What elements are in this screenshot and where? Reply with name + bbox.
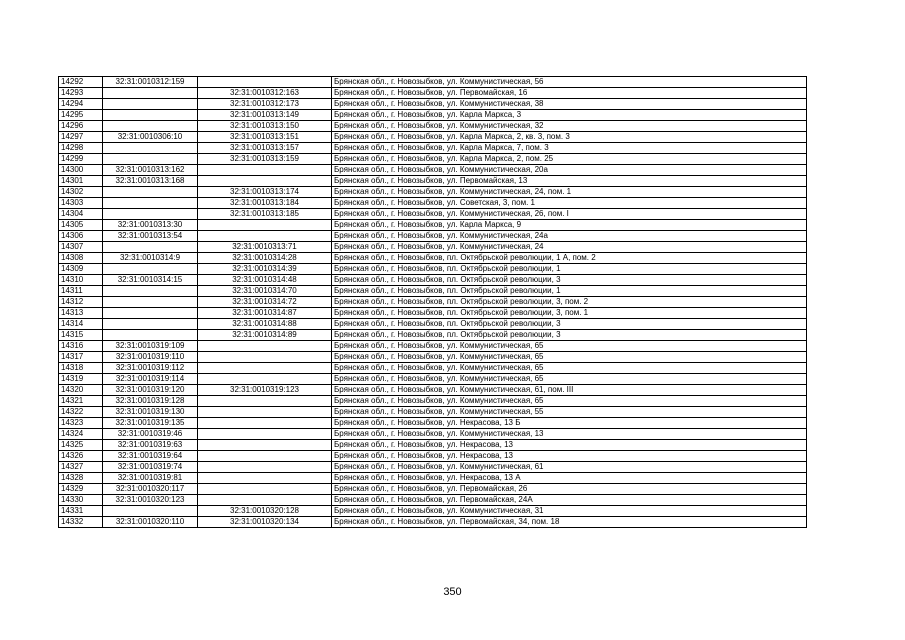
record-number-cell: 14308 — [59, 253, 103, 264]
building-cadastral-number-cell — [198, 363, 332, 374]
cadastral-number-cell — [103, 88, 198, 99]
table-row — [59, 297, 807, 308]
address-cell: Брянская обл., г. Новозыбков, ул. Коммунистическая, 26, пом. I — [332, 209, 807, 220]
cadastral-number-cell — [103, 286, 198, 297]
record-number-cell: 14323 — [59, 418, 103, 429]
record-number-cell: 14300 — [59, 165, 103, 176]
address-cell: Брянская обл., г. Новозыбков, ул. Первомайская, 34, пом. 18 — [332, 517, 807, 528]
address-cell: Брянская обл., г. Новозыбков, ул. Коммунистическая, 24, пом. 1 — [332, 187, 807, 198]
building-cadastral-number-cell — [198, 451, 332, 462]
table-row — [59, 209, 807, 220]
record-number-cell: 14329 — [59, 484, 103, 495]
record-number-cell: 14299 — [59, 154, 103, 165]
cadastral-number-cell: 32:31:0010313:162 — [103, 165, 198, 176]
address-cell: Брянская обл., г. Новозыбков, ул. Карла Маркса, 9 — [332, 220, 807, 231]
table-row — [59, 495, 807, 506]
cadastral-number-cell — [103, 330, 198, 341]
table-row — [59, 319, 807, 330]
building-cadastral-number-cell — [198, 495, 332, 506]
table-row — [59, 220, 807, 231]
table-row — [59, 99, 807, 110]
table-row — [59, 231, 807, 242]
building-cadastral-number-cell: 32:31:0010314:89 — [198, 330, 332, 341]
record-number-cell: 14298 — [59, 143, 103, 154]
building-cadastral-number-cell: 32:31:0010314:39 — [198, 264, 332, 275]
table-row — [59, 143, 807, 154]
building-cadastral-number-cell — [198, 231, 332, 242]
cadastral-number-cell — [103, 319, 198, 330]
record-number-cell: 14304 — [59, 209, 103, 220]
cadastral-number-cell: 32:31:0010313:54 — [103, 231, 198, 242]
record-number-cell: 14331 — [59, 506, 103, 517]
table-row — [59, 341, 807, 352]
record-number-cell: 14316 — [59, 341, 103, 352]
record-number-cell: 14319 — [59, 374, 103, 385]
record-number-cell: 14321 — [59, 396, 103, 407]
register-table — [58, 76, 807, 528]
table-row — [59, 451, 807, 462]
building-cadastral-number-cell: 32:31:0010312:173 — [198, 99, 332, 110]
table-row — [59, 330, 807, 341]
table-row — [59, 385, 807, 396]
cadastral-number-cell: 32:31:0010319:46 — [103, 429, 198, 440]
building-cadastral-number-cell — [198, 473, 332, 484]
table-row — [59, 484, 807, 495]
address-cell: Брянская обл., г. Новозыбков, ул. Первомайская, 16 — [332, 88, 807, 99]
building-cadastral-number-cell: 32:31:0010313:159 — [198, 154, 332, 165]
record-number-cell: 14318 — [59, 363, 103, 374]
address-cell: Брянская обл., г. Новозыбков, ул. Коммунистическая, 65 — [332, 363, 807, 374]
address-cell: Брянская обл., г. Новозыбков, ул. Некрасова, 13 — [332, 440, 807, 451]
cadastral-number-cell: 32:31:0010319:114 — [103, 374, 198, 385]
cadastral-number-cell: 32:31:0010313:30 — [103, 220, 198, 231]
table-row — [59, 165, 807, 176]
address-cell: Брянская обл., г. Новозыбков, ул. Коммунистическая, 56 — [332, 77, 807, 88]
cadastral-number-cell — [103, 110, 198, 121]
cadastral-number-cell — [103, 99, 198, 110]
address-cell: Брянская обл., г. Новозыбков, ул. Карла Маркса, 7, пом. 3 — [332, 143, 807, 154]
address-cell: Брянская обл., г. Новозыбков, ул. Коммунистическая, 61, пом. III — [332, 385, 807, 396]
address-cell: Брянская обл., г. Новозыбков, ул. Коммунистическая, 55 — [332, 407, 807, 418]
table-row — [59, 440, 807, 451]
table-row — [59, 462, 807, 473]
building-cadastral-number-cell — [198, 484, 332, 495]
cadastral-number-cell: 32:31:0010319:120 — [103, 385, 198, 396]
cadastral-number-cell: 32:31:0010319:112 — [103, 363, 198, 374]
table-row — [59, 154, 807, 165]
record-number-cell: 14292 — [59, 77, 103, 88]
building-cadastral-number-cell: 32:31:0010314:28 — [198, 253, 332, 264]
table-row — [59, 121, 807, 132]
building-cadastral-number-cell: 32:31:0010313:157 — [198, 143, 332, 154]
record-number-cell: 14310 — [59, 275, 103, 286]
record-number-cell: 14303 — [59, 198, 103, 209]
address-cell: Брянская обл., г. Новозыбков, ул. Коммунистическая, 65 — [332, 396, 807, 407]
building-cadastral-number-cell — [198, 374, 332, 385]
record-number-cell: 14301 — [59, 176, 103, 187]
cadastral-number-cell: 32:31:0010320:110 — [103, 517, 198, 528]
record-number-cell: 14309 — [59, 264, 103, 275]
building-cadastral-number-cell — [198, 429, 332, 440]
address-cell: Брянская обл., г. Новозыбков, ул. Некрасова, 13 Б — [332, 418, 807, 429]
record-number-cell: 14313 — [59, 308, 103, 319]
address-cell: Брянская обл., г. Новозыбков, ул. Карла Маркса, 2, кв. 3, пом. 3 — [332, 132, 807, 143]
building-cadastral-number-cell: 32:31:0010313:151 — [198, 132, 332, 143]
table-row — [59, 110, 807, 121]
building-cadastral-number-cell — [198, 407, 332, 418]
record-number-cell: 14305 — [59, 220, 103, 231]
building-cadastral-number-cell: 32:31:0010313:150 — [198, 121, 332, 132]
cadastral-number-cell — [103, 242, 198, 253]
table-row — [59, 506, 807, 517]
cadastral-number-cell — [103, 154, 198, 165]
cadastral-number-cell — [103, 143, 198, 154]
record-number-cell: 14312 — [59, 297, 103, 308]
cadastral-number-cell: 32:31:0010319:109 — [103, 341, 198, 352]
table-row — [59, 253, 807, 264]
address-cell: Брянская обл., г. Новозыбков, ул. Некрасова, 13 — [332, 451, 807, 462]
table-row — [59, 198, 807, 209]
address-cell: Брянская обл., г. Новозыбков, пл. Октябрьской революции, 3, пом. 2 — [332, 297, 807, 308]
address-cell: Брянская обл., г. Новозыбков, ул. Коммунистическая, 61 — [332, 462, 807, 473]
cadastral-number-cell — [103, 198, 198, 209]
table-row — [59, 374, 807, 385]
address-cell: Брянская обл., г. Новозыбков, пл. Октябрьской революции, 3 — [332, 319, 807, 330]
table-row — [59, 473, 807, 484]
table-row — [59, 242, 807, 253]
record-number-cell: 14324 — [59, 429, 103, 440]
table-row — [59, 429, 807, 440]
cadastral-number-cell — [103, 121, 198, 132]
record-number-cell: 14315 — [59, 330, 103, 341]
building-cadastral-number-cell: 32:31:0010314:70 — [198, 286, 332, 297]
address-cell: Брянская обл., г. Новозыбков, ул. Первомайская, 24А — [332, 495, 807, 506]
table-row — [59, 407, 807, 418]
building-cadastral-number-cell: 32:31:0010312:163 — [198, 88, 332, 99]
table-row — [59, 308, 807, 319]
record-number-cell: 14320 — [59, 385, 103, 396]
address-cell: Брянская обл., г. Новозыбков, пл. Октябрьской революции, 3 — [332, 275, 807, 286]
address-cell: Брянская обл., г. Новозыбков, ул. Коммунистическая, 24а — [332, 231, 807, 242]
cadastral-number-cell — [103, 187, 198, 198]
record-number-cell: 14296 — [59, 121, 103, 132]
address-cell: Брянская обл., г. Новозыбков, ул. Первомайская, 13 — [332, 176, 807, 187]
table-row — [59, 418, 807, 429]
building-cadastral-number-cell: 32:31:0010313:149 — [198, 110, 332, 121]
building-cadastral-number-cell: 32:31:0010319:123 — [198, 385, 332, 396]
record-number-cell: 14327 — [59, 462, 103, 473]
address-cell: Брянская обл., г. Новозыбков, ул. Некрасова, 13 А — [332, 473, 807, 484]
address-cell: Брянская обл., г. Новозыбков, пл. Октябрьской революции, 3 — [332, 330, 807, 341]
building-cadastral-number-cell — [198, 176, 332, 187]
building-cadastral-number-cell — [198, 341, 332, 352]
record-number-cell: 14293 — [59, 88, 103, 99]
cadastral-number-cell: 32:31:0010319:74 — [103, 462, 198, 473]
address-cell: Брянская обл., г. Новозыбков, пл. Октябрьской революции, 1 — [332, 286, 807, 297]
cadastral-number-cell — [103, 297, 198, 308]
address-cell: Брянская обл., г. Новозыбков, пл. Октябрьской революции, 1 А, пом. 2 — [332, 253, 807, 264]
building-cadastral-number-cell — [198, 462, 332, 473]
address-cell: Брянская обл., г. Новозыбков, ул. Коммунистическая, 32 — [332, 121, 807, 132]
record-number-cell: 14297 — [59, 132, 103, 143]
record-number-cell: 14330 — [59, 495, 103, 506]
address-cell: Брянская обл., г. Новозыбков, пл. Октябрьской революции, 3, пом. 1 — [332, 308, 807, 319]
building-cadastral-number-cell: 32:31:0010314:48 — [198, 275, 332, 286]
address-cell: Брянская обл., г. Новозыбков, ул. Коммунистическая, 20а — [332, 165, 807, 176]
table-row — [59, 275, 807, 286]
address-cell: Брянская обл., г. Новозыбков, ул. Советская, 3, пом. 1 — [332, 198, 807, 209]
cadastral-number-cell: 32:31:0010312:159 — [103, 77, 198, 88]
cadastral-number-cell: 32:31:0010313:168 — [103, 176, 198, 187]
address-cell: Брянская обл., г. Новозыбков, пл. Октябрьской революции, 1 — [332, 264, 807, 275]
table-row — [59, 176, 807, 187]
record-number-cell: 14325 — [59, 440, 103, 451]
building-cadastral-number-cell: 32:31:0010314:88 — [198, 319, 332, 330]
cadastral-number-cell: 32:31:0010319:63 — [103, 440, 198, 451]
building-cadastral-number-cell: 32:31:0010313:71 — [198, 242, 332, 253]
address-cell: Брянская обл., г. Новозыбков, ул. Коммунистическая, 65 — [332, 341, 807, 352]
record-number-cell: 14314 — [59, 319, 103, 330]
cadastral-number-cell: 32:31:0010314:15 — [103, 275, 198, 286]
cadastral-number-cell — [103, 264, 198, 275]
record-number-cell: 14311 — [59, 286, 103, 297]
table-row — [59, 396, 807, 407]
address-cell: Брянская обл., г. Новозыбков, ул. Карла Маркса, 3 — [332, 110, 807, 121]
building-cadastral-number-cell — [198, 352, 332, 363]
table-row — [59, 517, 807, 528]
building-cadastral-number-cell: 32:31:0010314:87 — [198, 308, 332, 319]
record-number-cell: 14326 — [59, 451, 103, 462]
cadastral-number-cell: 32:31:0010319:130 — [103, 407, 198, 418]
building-cadastral-number-cell — [198, 440, 332, 451]
record-number-cell: 14332 — [59, 517, 103, 528]
cadastral-number-cell: 32:31:0010314:9 — [103, 253, 198, 264]
address-cell: Брянская обл., г. Новозыбков, ул. Первомайская, 26 — [332, 484, 807, 495]
table-row — [59, 286, 807, 297]
address-cell: Брянская обл., г. Новозыбков, ул. Коммунистическая, 24 — [332, 242, 807, 253]
address-cell: Брянская обл., г. Новозыбков, ул. Коммунистическая, 13 — [332, 429, 807, 440]
address-cell: Брянская обл., г. Новозыбков, ул. Коммунистическая, 31 — [332, 506, 807, 517]
building-cadastral-number-cell: 32:31:0010314:72 — [198, 297, 332, 308]
page-number: 350 — [443, 586, 462, 598]
building-cadastral-number-cell: 32:31:0010320:134 — [198, 517, 332, 528]
cadastral-number-cell: 32:31:0010306:10 — [103, 132, 198, 143]
register-table-body — [59, 77, 807, 528]
address-cell: Брянская обл., г. Новозыбков, ул. Карла Маркса, 2, пом. 25 — [332, 154, 807, 165]
building-cadastral-number-cell — [198, 396, 332, 407]
building-cadastral-number-cell — [198, 165, 332, 176]
cadastral-number-cell — [103, 209, 198, 220]
building-cadastral-number-cell — [198, 77, 332, 88]
cadastral-number-cell: 32:31:0010319:135 — [103, 418, 198, 429]
table-row — [59, 77, 807, 88]
record-number-cell: 14328 — [59, 473, 103, 484]
building-cadastral-number-cell: 32:31:0010313:174 — [198, 187, 332, 198]
cadastral-number-cell: 32:31:0010320:123 — [103, 495, 198, 506]
cadastral-number-cell: 32:31:0010319:64 — [103, 451, 198, 462]
cadastral-number-cell: 32:31:0010319:128 — [103, 396, 198, 407]
address-cell: Брянская обл., г. Новозыбков, ул. Коммунистическая, 65 — [332, 352, 807, 363]
address-cell: Брянская обл., г. Новозыбков, ул. Коммунистическая, 65 — [332, 374, 807, 385]
record-number-cell: 14294 — [59, 99, 103, 110]
table-row — [59, 187, 807, 198]
address-cell: Брянская обл., г. Новозыбков, ул. Коммунистическая, 38 — [332, 99, 807, 110]
cadastral-number-cell: 32:31:0010319:110 — [103, 352, 198, 363]
record-number-cell: 14306 — [59, 231, 103, 242]
building-cadastral-number-cell: 32:31:0010320:128 — [198, 506, 332, 517]
table-row — [59, 352, 807, 363]
record-number-cell: 14302 — [59, 187, 103, 198]
cadastral-number-cell: 32:31:0010320:117 — [103, 484, 198, 495]
record-number-cell: 14295 — [59, 110, 103, 121]
record-number-cell: 14322 — [59, 407, 103, 418]
table-row — [59, 264, 807, 275]
building-cadastral-number-cell: 32:31:0010313:185 — [198, 209, 332, 220]
cadastral-number-cell: 32:31:0010319:81 — [103, 473, 198, 484]
table-row — [59, 88, 807, 99]
building-cadastral-number-cell — [198, 220, 332, 231]
table-row — [59, 363, 807, 374]
building-cadastral-number-cell — [198, 418, 332, 429]
building-cadastral-number-cell: 32:31:0010313:184 — [198, 198, 332, 209]
record-number-cell: 14317 — [59, 352, 103, 363]
table-row — [59, 132, 807, 143]
cadastral-number-cell — [103, 506, 198, 517]
record-number-cell: 14307 — [59, 242, 103, 253]
cadastral-number-cell — [103, 308, 198, 319]
